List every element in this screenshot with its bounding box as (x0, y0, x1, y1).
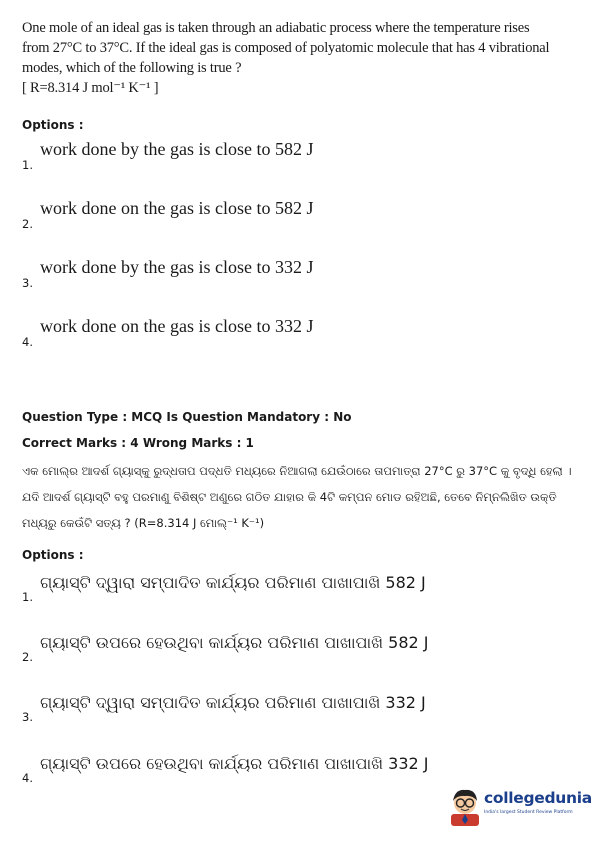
question-line: ଯଦି ଆଦର୍ଶ ଗ୍ୟାସ୍‌ଟି ବହୁ ପରମାଣୁ ବିଶିଷ୍ଟ ଅଣୁରେ ଗଠିତ ଯାହାର କି 4ଟି କମ୍ପନ ମୋଡ ରହିଅଛି, ତେବେ ନିମ୍ନଲିଖିତ ଉକ୍ତି (22, 490, 557, 504)
question-text-english (22, 18, 567, 98)
option-text: work done on the gas is close to 332 J (40, 316, 314, 336)
option-text: work done by the gas is close to 332 J (40, 257, 314, 277)
option-number: 3. (22, 710, 33, 724)
marks-line: Correct Marks : 4 Wrong Marks : 1 (22, 436, 254, 450)
question-text-odia (22, 458, 572, 536)
option-text: work done by the gas is close to 582 J (40, 139, 314, 159)
option-number: 2. (22, 217, 33, 231)
option-text: work done on the gas is close to 582 J (40, 198, 314, 218)
option-number: 1. (22, 590, 33, 604)
question-type-line: Question Type : MCQ Is Question Mandatory : No (22, 410, 352, 424)
option-text: ଗ୍ୟାସ୍‌ଟି ଉପରେ ହେଉଥିବା କାର୍ଯ୍ୟର ପରିମାଣ ପାଖାପାଖି 332 J (40, 754, 429, 773)
question-line: ଏକ ମୋଲ୍‌ର ଆଦର୍ଶ ଗ୍ୟାସ୍‌କୁ ରୁଦ୍ଧତାପ ପଦ୍ଧତି ମଧ୍ୟରେ ନିଆଗଲା ଯେଉଁଠାରେ ତାପମାତ୍ରା 27°C ରୁ 37°C କୁ ବୃଦ୍ଧି ହେଲା । (22, 464, 572, 478)
option-text: ଗ୍ୟାସ୍‌ଟି ଦ୍ୱାରା ସମ୍ପାଦିତ କାର୍ଯ୍ୟର ପରିମାଣ ପାଖାପାଖି 582 J (40, 573, 426, 592)
brand-tagline: India's largest Student Review Platform (484, 810, 573, 815)
brand-name: collegedunia (484, 789, 592, 807)
question-line: from 27°C to 37°C. If the ideal gas is composed of polyatomic molecule that has 4 vibrational (22, 40, 550, 56)
option-number: 4. (22, 771, 33, 785)
collegedunia-logo[interactable] (448, 786, 592, 826)
options-label: Options : (22, 548, 84, 562)
question-constant: [ R=8.314 J mol⁻¹ K⁻¹ ] (22, 80, 159, 96)
option-number: 1. (22, 158, 33, 172)
student-mascot-icon (448, 786, 482, 826)
options-label: Options : (22, 118, 84, 132)
option-text: ଗ୍ୟାସ୍‌ଟି ଦ୍ୱାରା ସମ୍ପାଦିତ କାର୍ଯ୍ୟର ପରିମାଣ ପାଖାପାଖି 332 J (40, 693, 426, 712)
option-number: 4. (22, 335, 33, 349)
option-text: ଗ୍ୟାସ୍‌ଟି ଉପରେ ହେଉଥିବା କାର୍ଯ୍ୟର ପରିମାଣ ପାଖାପାଖି 582 J (40, 633, 429, 652)
question-line: ମଧ୍ୟରୁ କେଉଁଟି ସତ୍ୟ ? (R=8.314 J ମୋଲ୍⁻¹ K⁻¹) (22, 516, 265, 530)
option-number: 3. (22, 276, 33, 290)
question-line: modes, which of the following is true ? (22, 60, 242, 76)
question-line: One mole of an ideal gas is taken through an adiabatic process where the temperature rises (22, 20, 530, 36)
option-number: 2. (22, 650, 33, 664)
